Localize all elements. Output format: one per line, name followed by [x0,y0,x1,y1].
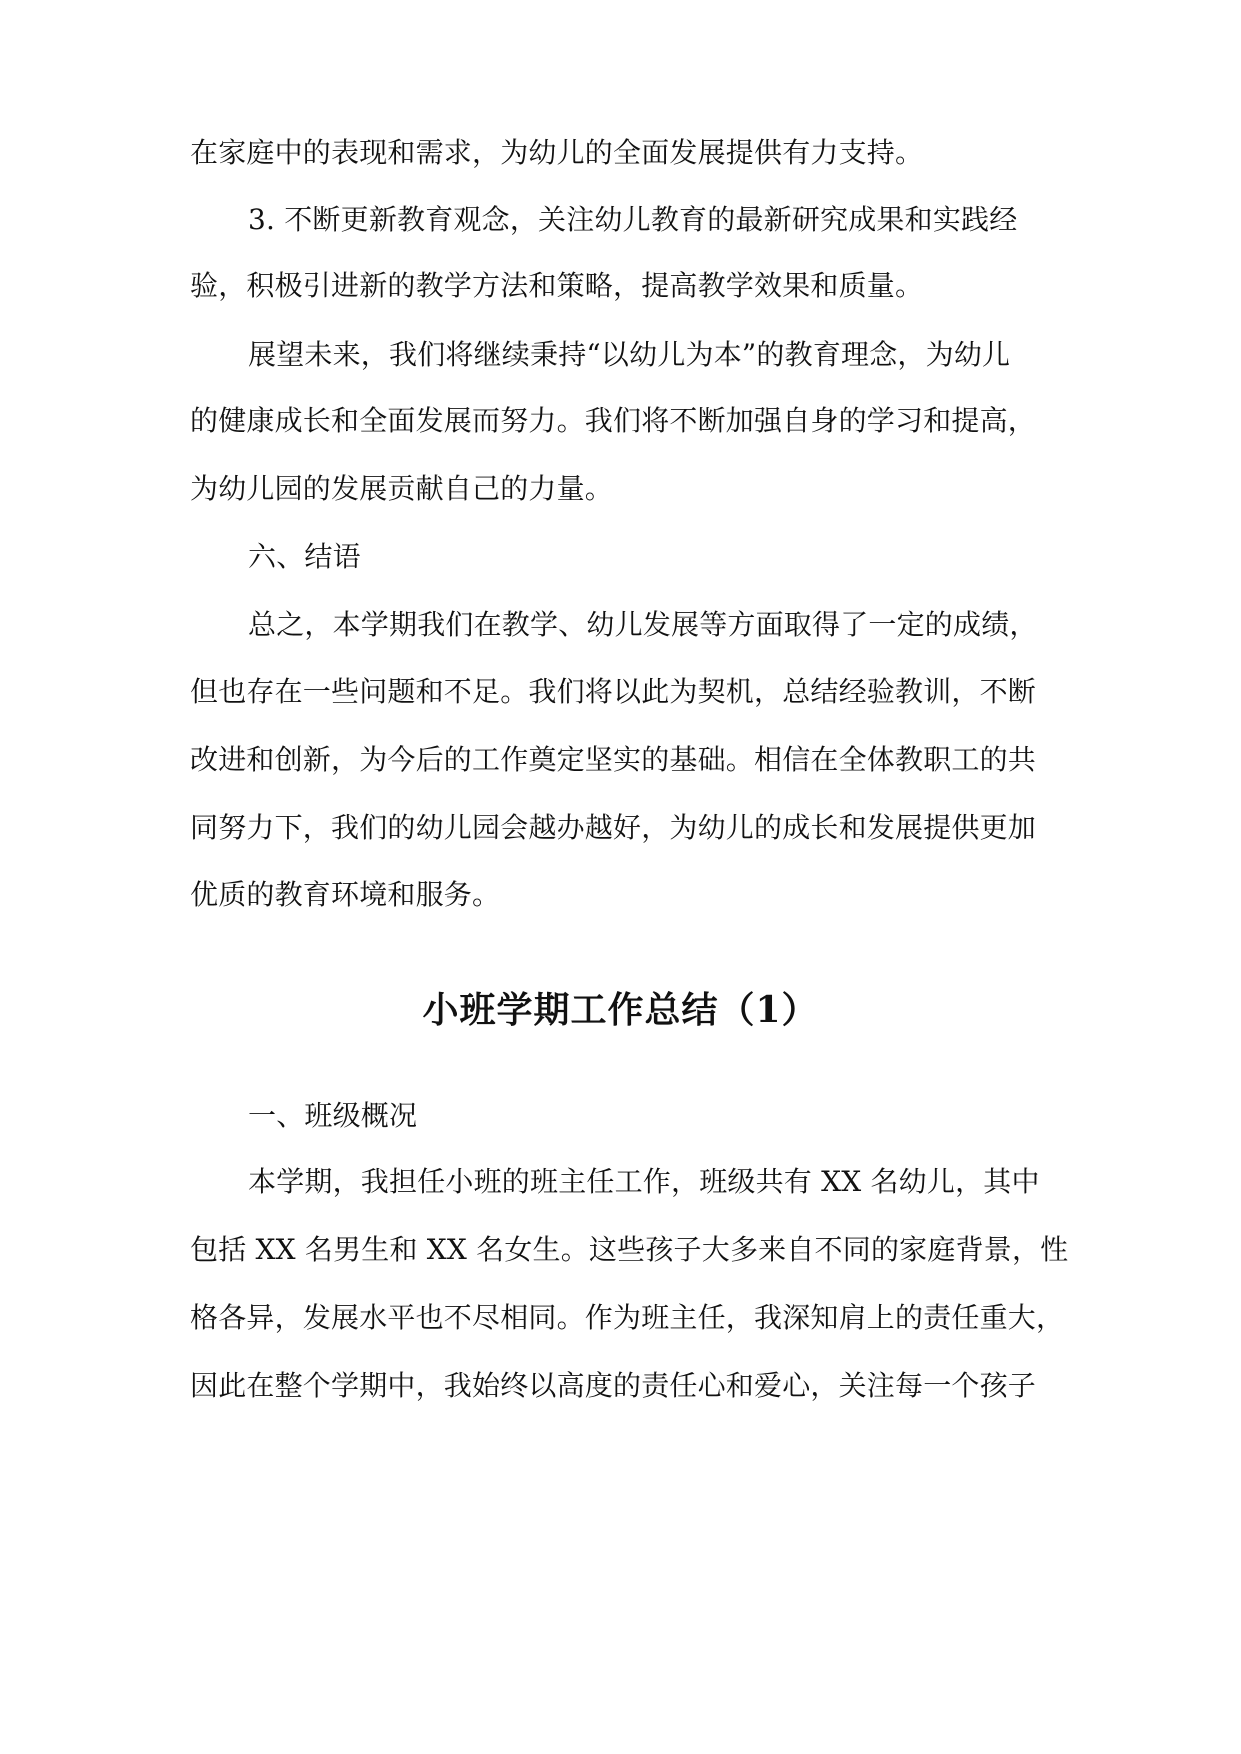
paragraph-line: 改进和创新，为今后的工作奠定坚实的基础。相信在全体教职工的共 [190,743,1037,776]
paragraph-line: 展望未来，我们将继续秉持“以幼儿为本”的教育理念，为幼儿 [248,338,1011,371]
paragraph-line: 本学期，我担任小班的班主任工作，班级共有 XX 名幼儿，其中 [248,1165,1040,1198]
paragraph-line: 验，积极引进新的教学方法和策略，提高教学效果和质量。 [190,269,924,302]
paragraph-line: 但也存在一些问题和不足。我们将以此为契机，总结经验教训，不断 [190,675,1037,708]
paragraph-line: 3. 不断更新教育观念，关注幼儿教育的最新研究成果和实践经 [248,203,1018,236]
paragraph-line: 的健康成长和全面发展而努力。我们将不断加强自身的学习和提高， [190,404,1037,437]
paragraph-line: 包括 XX 名男生和 XX 名女生。这些孩子大多来自不同的家庭背景，性 [190,1233,1069,1266]
paragraph-line: 为幼儿园的发展贡献自己的力量。 [190,472,614,505]
section-heading: 一、班级概况 [248,1099,418,1132]
paragraph-line: 格各异，发展水平也不尽相同。作为班主任，我深知肩上的责任重大， [190,1301,1065,1334]
paragraph-line: 同努力下，我们的幼儿园会越办越好，为幼儿的成长和发展提供更加 [190,811,1037,844]
paragraph-line: 总之，本学期我们在教学、幼儿发展等方面取得了一定的成绩， [248,608,1038,641]
document-title: 小班学期工作总结（1） [422,989,819,1031]
paragraph-line: 优质的教育环境和服务。 [190,878,501,911]
paragraph-line: 在家庭中的表现和需求，为幼儿的全面发展提供有力支持。 [190,136,924,169]
paragraph-line: 因此在整个学期中，我始终以高度的责任心和爱心，关注每一个孩子 [190,1369,1037,1402]
section-heading: 六、结语 [248,540,361,573]
